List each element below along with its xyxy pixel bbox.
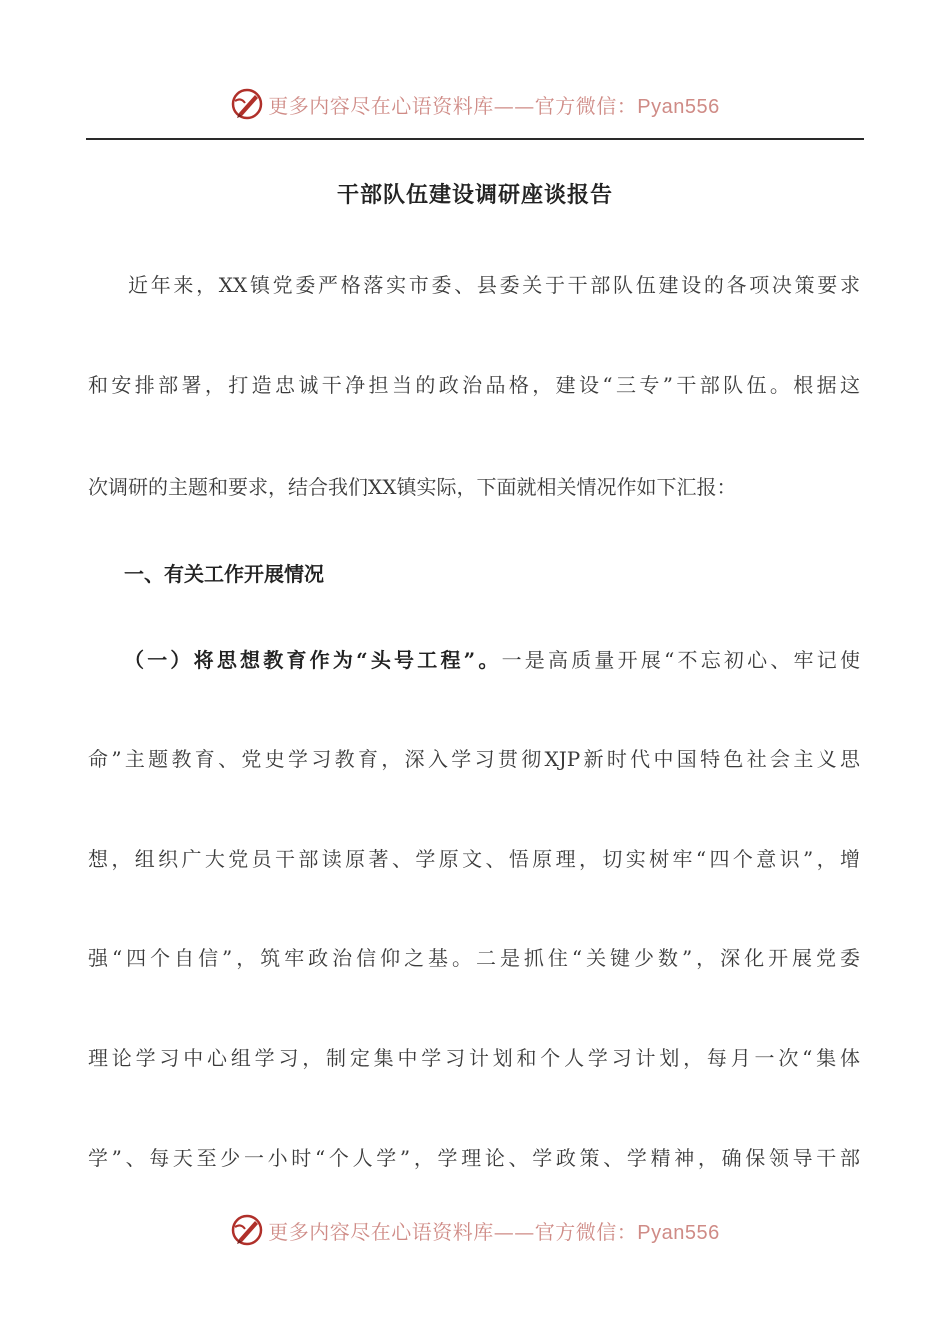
subsection-first-line bbox=[124, 645, 860, 675]
footer-banner bbox=[0, 1210, 950, 1250]
header-banner-text bbox=[268, 90, 719, 119]
document-title: 干部队伍建设调研座谈报告 bbox=[336, 182, 613, 208]
footer-banner-wechat-id: Pyan556 bbox=[637, 1221, 720, 1244]
header-banner-slogan: 更多内容尽在心语资料库 bbox=[268, 93, 494, 118]
intro-line-1: 近年来，XX镇党委严格落实市委、县委关于干部队伍建设的各项决策要求 bbox=[128, 273, 860, 297]
pen-logo-icon bbox=[230, 1213, 264, 1247]
header-rule bbox=[86, 138, 864, 140]
body-line-1: 命”主题教育、党史学习教育，深入学习贯彻XJP新时代中国特色社会主义思 bbox=[88, 747, 860, 771]
body-line-3: 强“四个自信”，筑牢政治信仰之基。二是抓住“关键少数”，深化开展党委 bbox=[88, 946, 860, 970]
intro-line-2: 和安排部署，打造忠诚干净担当的政治品格，建设“三专”干部队伍。根据这 bbox=[88, 373, 860, 397]
body-line-5: 学”、每天至少一小时“个人学”，学理论、学政策、学精神，确保领导干部 bbox=[88, 1146, 860, 1170]
intro-line-3: 次调研的主题和要求，结合我们XX镇实际，下面就相关情况作如下汇报： bbox=[88, 475, 737, 499]
header-banner-dash: —— bbox=[493, 93, 535, 118]
header-banner-wechat-id: Pyan556 bbox=[637, 95, 720, 118]
footer-banner-wechat-label: 官方微信： bbox=[534, 1219, 638, 1244]
body-line-2: 想，组织广大党员干部读原著、学原文、悟原理，切实树牢“四个意识”，增 bbox=[88, 847, 860, 871]
subsection-first-line-rest: 一是高质量开展“不忘初心、牢记使 bbox=[501, 648, 860, 672]
subsection-title: （一）将思想教育作为“头号工程”。 bbox=[124, 648, 502, 672]
header-banner-wechat-label: 官方微信： bbox=[534, 93, 638, 118]
body-line-4: 理论学习中心组学习，制定集中学习计划和个人学习计划，每月一次“集体 bbox=[88, 1046, 860, 1070]
footer-banner-slogan: 更多内容尽在心语资料库 bbox=[268, 1219, 494, 1244]
section-heading: 一、有关工作开展情况 bbox=[124, 562, 324, 586]
pen-logo-icon bbox=[230, 87, 264, 121]
header-banner bbox=[0, 84, 950, 124]
footer-banner-text bbox=[268, 1216, 719, 1245]
footer-banner-dash: —— bbox=[493, 1219, 535, 1244]
